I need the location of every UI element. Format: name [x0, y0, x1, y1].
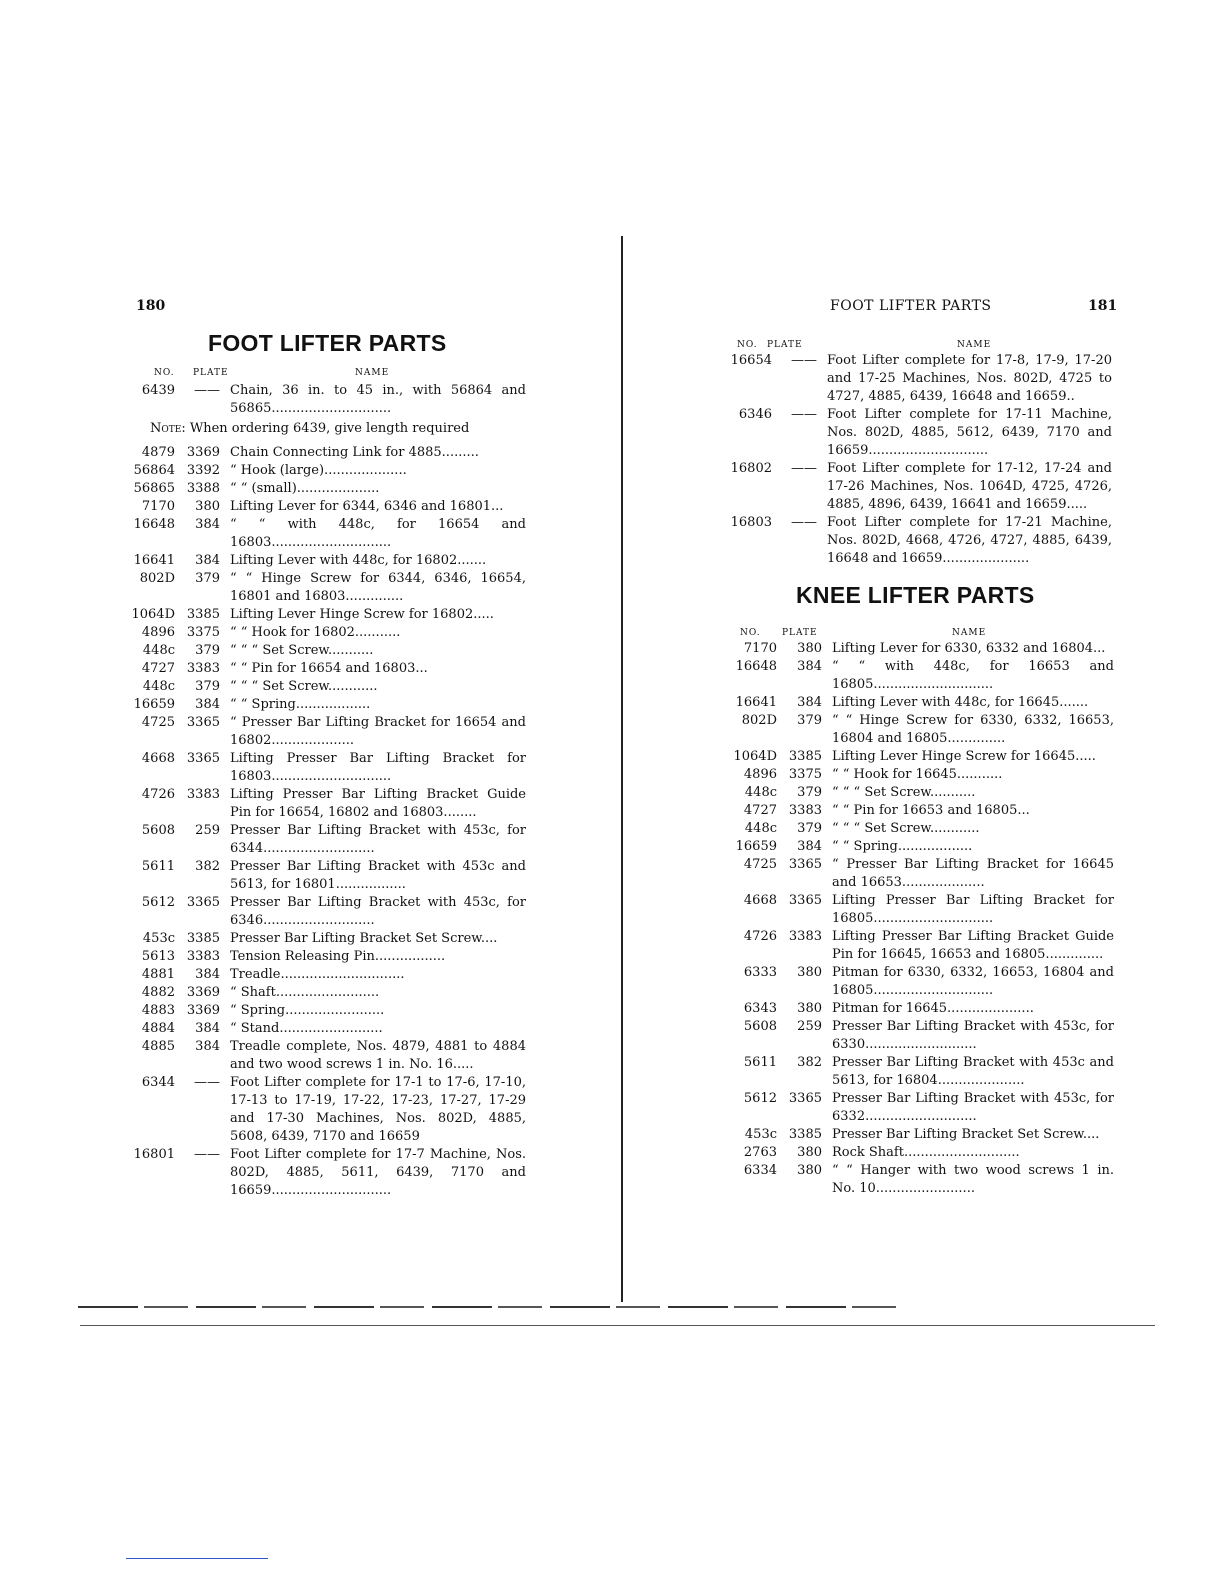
table-row	[120, 714, 526, 750]
part-number: 5608	[141, 823, 175, 838]
part-name: Lifting Lever for 6344, 6346 and 16801...	[230, 499, 504, 514]
part-number: 4725	[141, 715, 175, 730]
part-name: “ “ “ Set Screw...........	[230, 643, 374, 658]
plate-number: 3369	[186, 1003, 220, 1018]
part-name: Presser Bar Lifting Bracket Set Screw....	[230, 931, 498, 946]
table-row	[120, 786, 526, 822]
table-row	[120, 382, 526, 418]
part-number: 4725	[743, 857, 777, 872]
table-row	[722, 1000, 1114, 1018]
part-number: 6346	[738, 407, 772, 422]
part-name: Foot Lifter complete for 17-8, 17-9, 17-20 and 17-25 Machines, Nos. 802D, 4725 to 4727, 4885, 6439, 16648 and 16659..	[827, 353, 1112, 404]
plate-number: 3365	[186, 895, 220, 910]
part-name: “ “ Hinge Screw for 6344, 6346, 16654, 16801 and 16803..............	[230, 571, 526, 604]
plate-number: 3385	[186, 607, 220, 622]
plate-number: 379	[797, 821, 822, 836]
plate-number: 3369	[186, 445, 220, 460]
plate-number: 384	[195, 967, 220, 982]
part-number: 7170	[743, 641, 777, 656]
part-number: 5612	[743, 1091, 777, 1106]
plate-number: ——	[791, 353, 817, 368]
note-text: When ordering 6439, give length required	[185, 421, 470, 436]
plate-number: ——	[791, 407, 817, 422]
plate-number: 3392	[186, 463, 220, 478]
table-row	[722, 1144, 1114, 1162]
part-name: “ “ with 448c, for 16654 and 16803.............................	[230, 517, 526, 550]
bottom-rule	[80, 1325, 1155, 1326]
plate-number: 380	[797, 1145, 822, 1160]
parts-list	[120, 382, 526, 1200]
table-row	[722, 784, 1114, 802]
plate-number: 3383	[788, 929, 822, 944]
table-row	[722, 856, 1114, 892]
part-name: “ “ Spring..................	[832, 839, 973, 854]
part-number: 5612	[141, 895, 175, 910]
part-name: “ “ Hanger with two wood screws 1 in. No. 10........................	[832, 1163, 1114, 1196]
plate-number: ——	[791, 515, 817, 530]
table-row	[120, 1038, 526, 1074]
plate-number: 259	[195, 823, 220, 838]
plate-number: 3375	[788, 767, 822, 782]
part-number: 802D	[139, 571, 175, 586]
table-row	[722, 802, 1114, 820]
column-header-plate: PLATE	[767, 340, 803, 350]
plate-number: 379	[797, 713, 822, 728]
table-row	[120, 660, 526, 678]
column-header-name: NAME	[952, 628, 987, 638]
right-page	[612, 0, 1224, 1584]
part-number: 7170	[141, 499, 175, 514]
part-number: 1064D	[733, 749, 777, 764]
table-row	[120, 444, 526, 462]
part-name: Lifting Presser Bar Lifting Bracket for 16803.............................	[230, 751, 526, 784]
table-row	[717, 406, 1112, 460]
plate-number: 384	[195, 697, 220, 712]
table-row	[722, 748, 1114, 766]
table-row	[120, 1074, 526, 1146]
part-number: 16803	[730, 515, 772, 530]
table-row	[722, 1162, 1114, 1198]
table-row	[722, 928, 1114, 964]
part-name: “ Shaft.........................	[230, 985, 380, 1000]
knee-parts-list	[722, 640, 1114, 1198]
part-name: “ Presser Bar Lifting Bracket for 16645 and 16653....................	[832, 857, 1114, 890]
part-number: 16641	[735, 695, 777, 710]
part-name: Presser Bar Lifting Bracket with 453c, for 6332...........................	[832, 1091, 1114, 1124]
part-name: Foot Lifter complete for 17-1 to 17-6, 17-10, 17-13 to 17-19, 17-22, 17-23, 17-27, 17-29 and 17-30 Machines, Nos. 802D, 4885, 5608, 6439, 7170 and 16659	[230, 1075, 526, 1144]
part-number: 4883	[141, 1003, 175, 1018]
table-row	[722, 1090, 1114, 1126]
part-number: 4896	[743, 767, 777, 782]
part-name: Presser Bar Lifting Bracket with 453c and 5613, for 16801.................	[230, 859, 526, 892]
plate-number: 3365	[788, 893, 822, 908]
table-row	[717, 460, 1112, 514]
plate-number: 384	[195, 517, 220, 532]
part-name: Treadle..............................	[230, 967, 405, 982]
part-number: 56865	[133, 481, 175, 496]
part-number: 16659	[735, 839, 777, 854]
footer-line	[126, 1558, 268, 1559]
plate-number: 3365	[186, 751, 220, 766]
plate-number: 3383	[186, 787, 220, 802]
part-number: 4881	[141, 967, 175, 982]
table-row	[722, 964, 1114, 1000]
column-header-name: NAME	[355, 368, 390, 378]
table-row	[722, 766, 1114, 784]
part-number: 453c	[744, 1127, 777, 1142]
table-row	[722, 1126, 1114, 1144]
part-number: 16659	[133, 697, 175, 712]
parts-rows	[717, 352, 1112, 568]
part-name: Presser Bar Lifting Bracket with 453c, for 6330...........................	[832, 1019, 1114, 1052]
part-name: Tension Releasing Pin.................	[230, 949, 446, 964]
plate-number: 380	[797, 965, 822, 980]
table-row	[120, 858, 526, 894]
part-name: Foot Lifter complete for 17-7 Machine, Nos. 802D, 4885, 5611, 6439, 7170 and 16659.............................	[230, 1147, 526, 1198]
table-row	[722, 820, 1114, 838]
page-number: 181	[1088, 298, 1118, 314]
part-name: Lifting Lever Hinge Screw for 16645.....	[832, 749, 1096, 764]
part-number: 4668	[141, 751, 175, 766]
table-row	[717, 514, 1112, 568]
part-number: 448c	[744, 785, 777, 800]
part-name: “ “ Hook for 16645...........	[832, 767, 1003, 782]
part-number: 802D	[741, 713, 777, 728]
part-name: “ “ “ Set Screw...........	[832, 785, 976, 800]
column-header-no: NO.	[154, 368, 175, 378]
part-name: Presser Bar Lifting Bracket Set Screw....	[832, 1127, 1100, 1142]
part-number: 16648	[133, 517, 175, 532]
table-row	[120, 570, 526, 606]
part-name: Foot Lifter complete for 17-12, 17-24 and 17-26 Machines, Nos. 1064D, 4725, 4726, 4885, 4896, 6439, 16641 and 16659.....	[827, 461, 1112, 512]
table-row	[120, 984, 526, 1002]
part-name: “ “ Spring..................	[230, 697, 371, 712]
part-name: “ “ Pin for 16654 and 16803...	[230, 661, 428, 676]
plate-number: 379	[195, 679, 220, 694]
plate-number: 384	[797, 695, 822, 710]
column-header-plate: PLATE	[782, 628, 818, 638]
part-name: “ “ Hook for 16802...........	[230, 625, 401, 640]
plate-number: 382	[195, 859, 220, 874]
part-number: 453c	[142, 931, 175, 946]
part-name: Presser Bar Lifting Bracket with 453c and 5613, for 16804.....................	[832, 1055, 1114, 1088]
plate-number: 3385	[788, 1127, 822, 1142]
column-header-name: NAME	[957, 340, 992, 350]
plate-number: 382	[797, 1055, 822, 1070]
plate-number: 384	[195, 553, 220, 568]
part-number: 4727	[141, 661, 175, 676]
part-name: “ Hook (large)....................	[230, 463, 407, 478]
plate-number: 259	[797, 1019, 822, 1034]
part-name: “ Presser Bar Lifting Bracket for 16654 and 16802....................	[230, 715, 526, 748]
part-name: Presser Bar Lifting Bracket with 453c, for 6346...........................	[230, 895, 526, 928]
plate-number: 380	[797, 1001, 822, 1016]
part-name: Lifting Lever with 448c, for 16645.......	[832, 695, 1089, 710]
part-number: 5608	[743, 1019, 777, 1034]
part-number: 448c	[142, 643, 175, 658]
table-row	[722, 658, 1114, 694]
part-name: Pitman for 6330, 6332, 16653, 16804 and 16805.............................	[832, 965, 1114, 998]
part-name: “ Stand.........................	[230, 1021, 383, 1036]
part-number: 5611	[743, 1055, 777, 1070]
part-number: 56864	[133, 463, 175, 478]
plate-number: ——	[791, 461, 817, 476]
running-head: FOOT LIFTER PARTS	[830, 298, 992, 314]
plate-number: 380	[797, 641, 822, 656]
table-row	[120, 516, 526, 552]
table-row	[120, 462, 526, 480]
part-name: Rock Shaft............................	[832, 1145, 1020, 1160]
parts-rows	[120, 444, 526, 1200]
part-name: Chain Connecting Link for 4885.........	[230, 445, 479, 460]
part-name: “ “ “ Set Screw............	[230, 679, 378, 694]
part-number: 6344	[141, 1075, 175, 1090]
column-header-no: NO.	[737, 340, 758, 350]
plate-number: 384	[797, 839, 822, 854]
part-number: 6334	[743, 1163, 777, 1178]
ordering-note	[120, 420, 526, 438]
plate-number: 384	[195, 1021, 220, 1036]
table-row	[120, 624, 526, 642]
table-row	[722, 640, 1114, 658]
table-row	[120, 696, 526, 714]
plate-number: 3383	[186, 949, 220, 964]
part-name: Pitman for 16645.....................	[832, 1001, 1034, 1016]
part-number: 6343	[743, 1001, 777, 1016]
plate-number: ——	[194, 1147, 220, 1162]
part-name: Lifting Lever for 6330, 6332 and 16804...	[832, 641, 1106, 656]
table-row	[120, 930, 526, 948]
part-name: “ “ Hinge Screw for 6330, 6332, 16653, 16804 and 16805..............	[832, 713, 1114, 746]
table-row	[722, 712, 1114, 748]
plate-number: 384	[195, 1039, 220, 1054]
part-name: Lifting Lever with 448c, for 16802.......	[230, 553, 487, 568]
part-number: 16641	[133, 553, 175, 568]
part-name: “ “ Pin for 16653 and 16805...	[832, 803, 1030, 818]
plate-number: 3383	[788, 803, 822, 818]
part-name: Lifting Presser Bar Lifting Bracket for 16805.............................	[832, 893, 1114, 926]
plate-number: 3385	[788, 749, 822, 764]
part-number: 448c	[744, 821, 777, 836]
plate-number: 380	[195, 499, 220, 514]
plate-number: 3365	[788, 857, 822, 872]
part-number: 4882	[141, 985, 175, 1000]
part-number: 4879	[141, 445, 175, 460]
page-number: 180	[136, 298, 166, 314]
part-number: 6333	[743, 965, 777, 980]
part-name: Lifting Presser Bar Lifting Bracket Guide Pin for 16645, 16653 and 16805..............	[832, 929, 1114, 962]
section-title: KNEE LIFTER PARTS	[796, 582, 1035, 608]
table-row	[722, 892, 1114, 928]
column-header-no: NO.	[740, 628, 761, 638]
part-number: 4727	[743, 803, 777, 818]
part-number: 16802	[730, 461, 772, 476]
column-header-plate: PLATE	[193, 368, 229, 378]
part-number: 4726	[141, 787, 175, 802]
part-name: Treadle complete, Nos. 4879, 4881 to 4884 and two wood screws 1 in. No. 16.....	[230, 1039, 526, 1072]
plate-number: 379	[195, 571, 220, 586]
section-title: FOOT LIFTER PARTS	[208, 330, 447, 356]
plate-number: ——	[194, 1075, 220, 1090]
table-row	[120, 552, 526, 570]
part-number: 6439	[141, 383, 175, 398]
plate-number: 384	[797, 659, 822, 674]
part-number: 2763	[743, 1145, 777, 1160]
part-number: 16648	[735, 659, 777, 674]
part-number: 4885	[141, 1039, 175, 1054]
part-name: Lifting Lever Hinge Screw for 16802.....	[230, 607, 494, 622]
plate-number: 3365	[788, 1091, 822, 1106]
part-name: Foot Lifter complete for 17-21 Machine, Nos. 802D, 4668, 4726, 4727, 4885, 6439, 16648 and 16659.....................	[827, 515, 1112, 566]
part-name: Chain, 36 in. to 45 in., with 56864 and 56865.............................	[230, 383, 526, 416]
table-row	[120, 948, 526, 966]
table-row	[120, 750, 526, 786]
table-row	[722, 1054, 1114, 1090]
part-name: Foot Lifter complete for 17-11 Machine, Nos. 802D, 4885, 5612, 6439, 7170 and 16659.............................	[827, 407, 1112, 458]
table-row	[120, 498, 526, 516]
part-name: “ “ with 448c, for 16653 and 16805.............................	[832, 659, 1114, 692]
table-row	[722, 694, 1114, 712]
table-row	[120, 894, 526, 930]
part-number: 16654	[730, 353, 772, 368]
table-row	[120, 480, 526, 498]
table-row	[120, 606, 526, 624]
part-name: Presser Bar Lifting Bracket with 453c, for 6344...........................	[230, 823, 526, 856]
plate-number: 3365	[186, 715, 220, 730]
knee-parts-rows	[722, 640, 1114, 1198]
parts-list	[717, 352, 1112, 568]
part-number: 16801	[133, 1147, 175, 1162]
part-name: “ “ “ Set Screw............	[832, 821, 980, 836]
bottom-scan-rule	[78, 1306, 898, 1308]
plate-number: 379	[797, 785, 822, 800]
note-label: Note:	[150, 421, 186, 436]
part-number: 1064D	[131, 607, 175, 622]
part-number: 4884	[141, 1021, 175, 1036]
part-name: “ “ (small)....................	[230, 481, 380, 496]
part-number: 448c	[142, 679, 175, 694]
part-number: 4668	[743, 893, 777, 908]
plate-number: 3388	[186, 481, 220, 496]
table-row	[722, 1018, 1114, 1054]
part-number: 5611	[141, 859, 175, 874]
table-row	[120, 678, 526, 696]
table-row	[120, 1002, 526, 1020]
plate-number: ——	[194, 383, 220, 398]
plate-number: 379	[195, 643, 220, 658]
table-row	[120, 1020, 526, 1038]
part-number: 4896	[141, 625, 175, 640]
table-row	[120, 642, 526, 660]
table-row	[120, 966, 526, 984]
table-row	[120, 1146, 526, 1200]
table-row	[722, 838, 1114, 856]
plate-number: 3383	[186, 661, 220, 676]
plate-number: 3385	[186, 931, 220, 946]
plate-number: 380	[797, 1163, 822, 1178]
part-number: 5613	[141, 949, 175, 964]
part-number: 4726	[743, 929, 777, 944]
plate-number: 3369	[186, 985, 220, 1000]
part-name: “ Spring........................	[230, 1003, 385, 1018]
table-row	[717, 352, 1112, 406]
table-row	[120, 822, 526, 858]
part-name: Lifting Presser Bar Lifting Bracket Guide Pin for 16654, 16802 and 16803........	[230, 787, 526, 820]
plate-number: 3375	[186, 625, 220, 640]
